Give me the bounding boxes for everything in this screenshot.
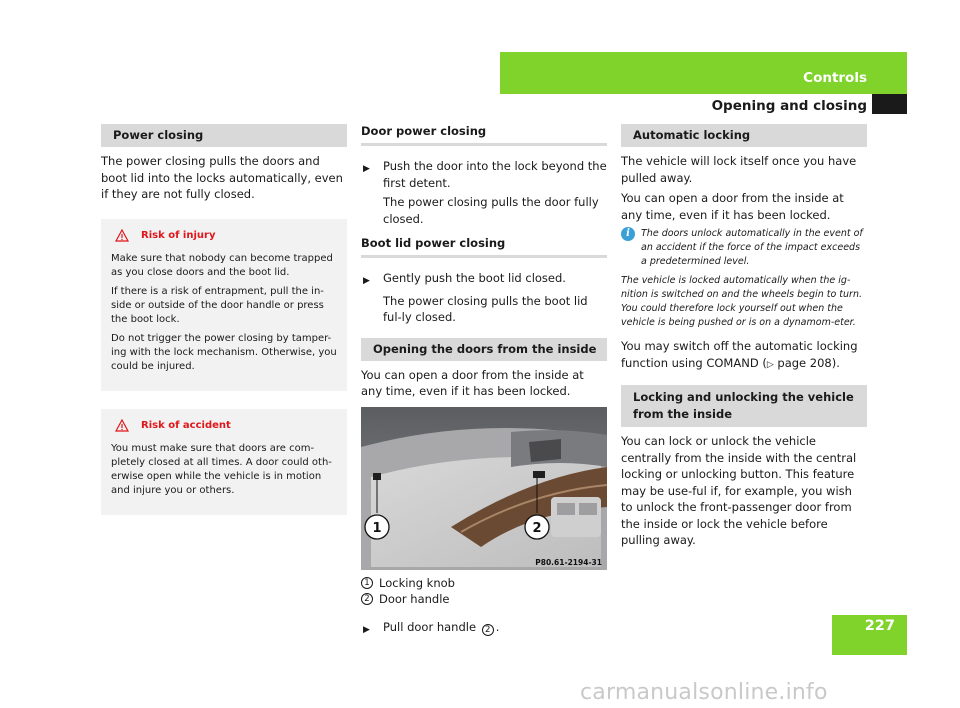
legend-item xyxy=(361,591,607,607)
instruction-step: ▶ Pull door handle 2 . xyxy=(361,619,607,639)
instruction-result: The power closing pulls the boot lid ful-ly closed. xyxy=(383,293,588,324)
photo-code: P80.61-2194-31 xyxy=(535,557,602,567)
warning-paragraph: Make sure that nobody can become trapped as you close doors and the boot lid. xyxy=(111,252,333,278)
legend-number: 1 xyxy=(361,577,373,589)
instruction-result: The power closing pulls the door fully closed. xyxy=(383,195,599,226)
info-note-text: The vehicle is locked automatically when the ig-nition is switched on and the wheels begin to turn. You could therefore lock yourself out when the vehicle is being pushed or is on a dynamom-eter. xyxy=(621,275,862,328)
instruction-step: ▶ Push the door into the lock beyond the first detent. xyxy=(363,159,607,190)
warning-label: Risk of accident xyxy=(141,419,231,431)
warning-triangle-icon xyxy=(115,419,129,432)
automatic-locking-text: You can open a door from the inside at any time, even if it has been locked. xyxy=(621,191,844,222)
column-right xyxy=(621,124,867,556)
legend-label: Locking knob xyxy=(379,575,455,590)
page-reference-arrow-icon: ▷ xyxy=(766,359,774,370)
info-icon: i xyxy=(621,227,635,241)
legend-number: 2 xyxy=(361,593,373,605)
header-tab-marker xyxy=(872,94,907,114)
section-heading-opening-inside: Opening the doors from the inside xyxy=(361,338,607,361)
automatic-locking-comand-text: You may switch off the automatic locking function using COMAND (▷ page 208). xyxy=(621,339,858,370)
locking-unlocking-text: You can lock or unlock the vehicle centrally from the inside with the central locking or unlocking button. This feature may be use-ful if, for example, you wish to unlock the front-passenger door from the inside or lock the vehicle before pulling away. xyxy=(621,434,857,547)
warning-label: Risk of injury xyxy=(141,229,216,241)
header-subsection-title: Opening and closing xyxy=(711,98,867,114)
bullet-arrow-icon: ▶ xyxy=(363,276,370,286)
warning-paragraph: You must make sure that doors are com-pletely closed at all times. A door could oth-erwise open while the vehicle is in motion and injure you or others. xyxy=(111,442,332,496)
inline-callout-number: 2 xyxy=(482,624,494,636)
legend-label: Door handle xyxy=(379,591,450,606)
warning-paragraph: Do not trigger the power closing by tamper-ing with the lock mechanism. Otherwise, you could be injured. xyxy=(111,332,337,372)
photo-callout-2: 2 xyxy=(532,520,542,536)
power-closing-text: The power closing pulls the doors and boot lid into the locks automatically, even if they are not fully closed. xyxy=(101,154,343,201)
warning-paragraph: If there is a risk of entrapment, pull the in-side or outside of the door handle or press the boot lock. xyxy=(111,285,324,325)
legend-item xyxy=(361,575,607,591)
bullet-arrow-icon: ▶ xyxy=(363,164,370,174)
opening-inside-text: You can open a door from the inside at any time, even if it has been locked. xyxy=(361,367,584,398)
watermark-text: carmanualsonline.info xyxy=(580,680,828,705)
warning-box-accident xyxy=(101,409,347,515)
door-interior-photo xyxy=(361,407,607,570)
page-number: 227 xyxy=(864,618,895,634)
photo-callout-1: 1 xyxy=(372,520,382,536)
section-heading-locking-unlocking: Locking and unlocking the vehicle from the inside xyxy=(621,385,867,427)
column-middle xyxy=(361,124,607,641)
section-heading-power-closing: Power closing xyxy=(101,124,347,147)
bullet-arrow-icon: ▶ xyxy=(363,624,370,635)
info-note: i The doors unlock automatically in the event of an accident if the force of the impact exceeds a predetermined level. xyxy=(621,227,867,269)
column-left xyxy=(101,124,347,515)
warning-box-injury xyxy=(101,219,347,391)
subheading-boot-lid-power-closing: Boot lid power closing xyxy=(361,236,607,258)
instruction-step: ▶ Gently push the boot lid closed. xyxy=(361,270,607,290)
header-section-title: Controls xyxy=(803,70,867,86)
warning-triangle-icon xyxy=(115,229,129,242)
door-interior-illustration xyxy=(361,407,607,570)
automatic-locking-text: The vehicle will lock itself once you have pulled away. xyxy=(621,154,857,185)
subheading-door-power-closing: Door power closing xyxy=(361,124,607,146)
page-number-box xyxy=(832,615,907,655)
section-heading-automatic-locking: Automatic locking xyxy=(621,124,867,147)
